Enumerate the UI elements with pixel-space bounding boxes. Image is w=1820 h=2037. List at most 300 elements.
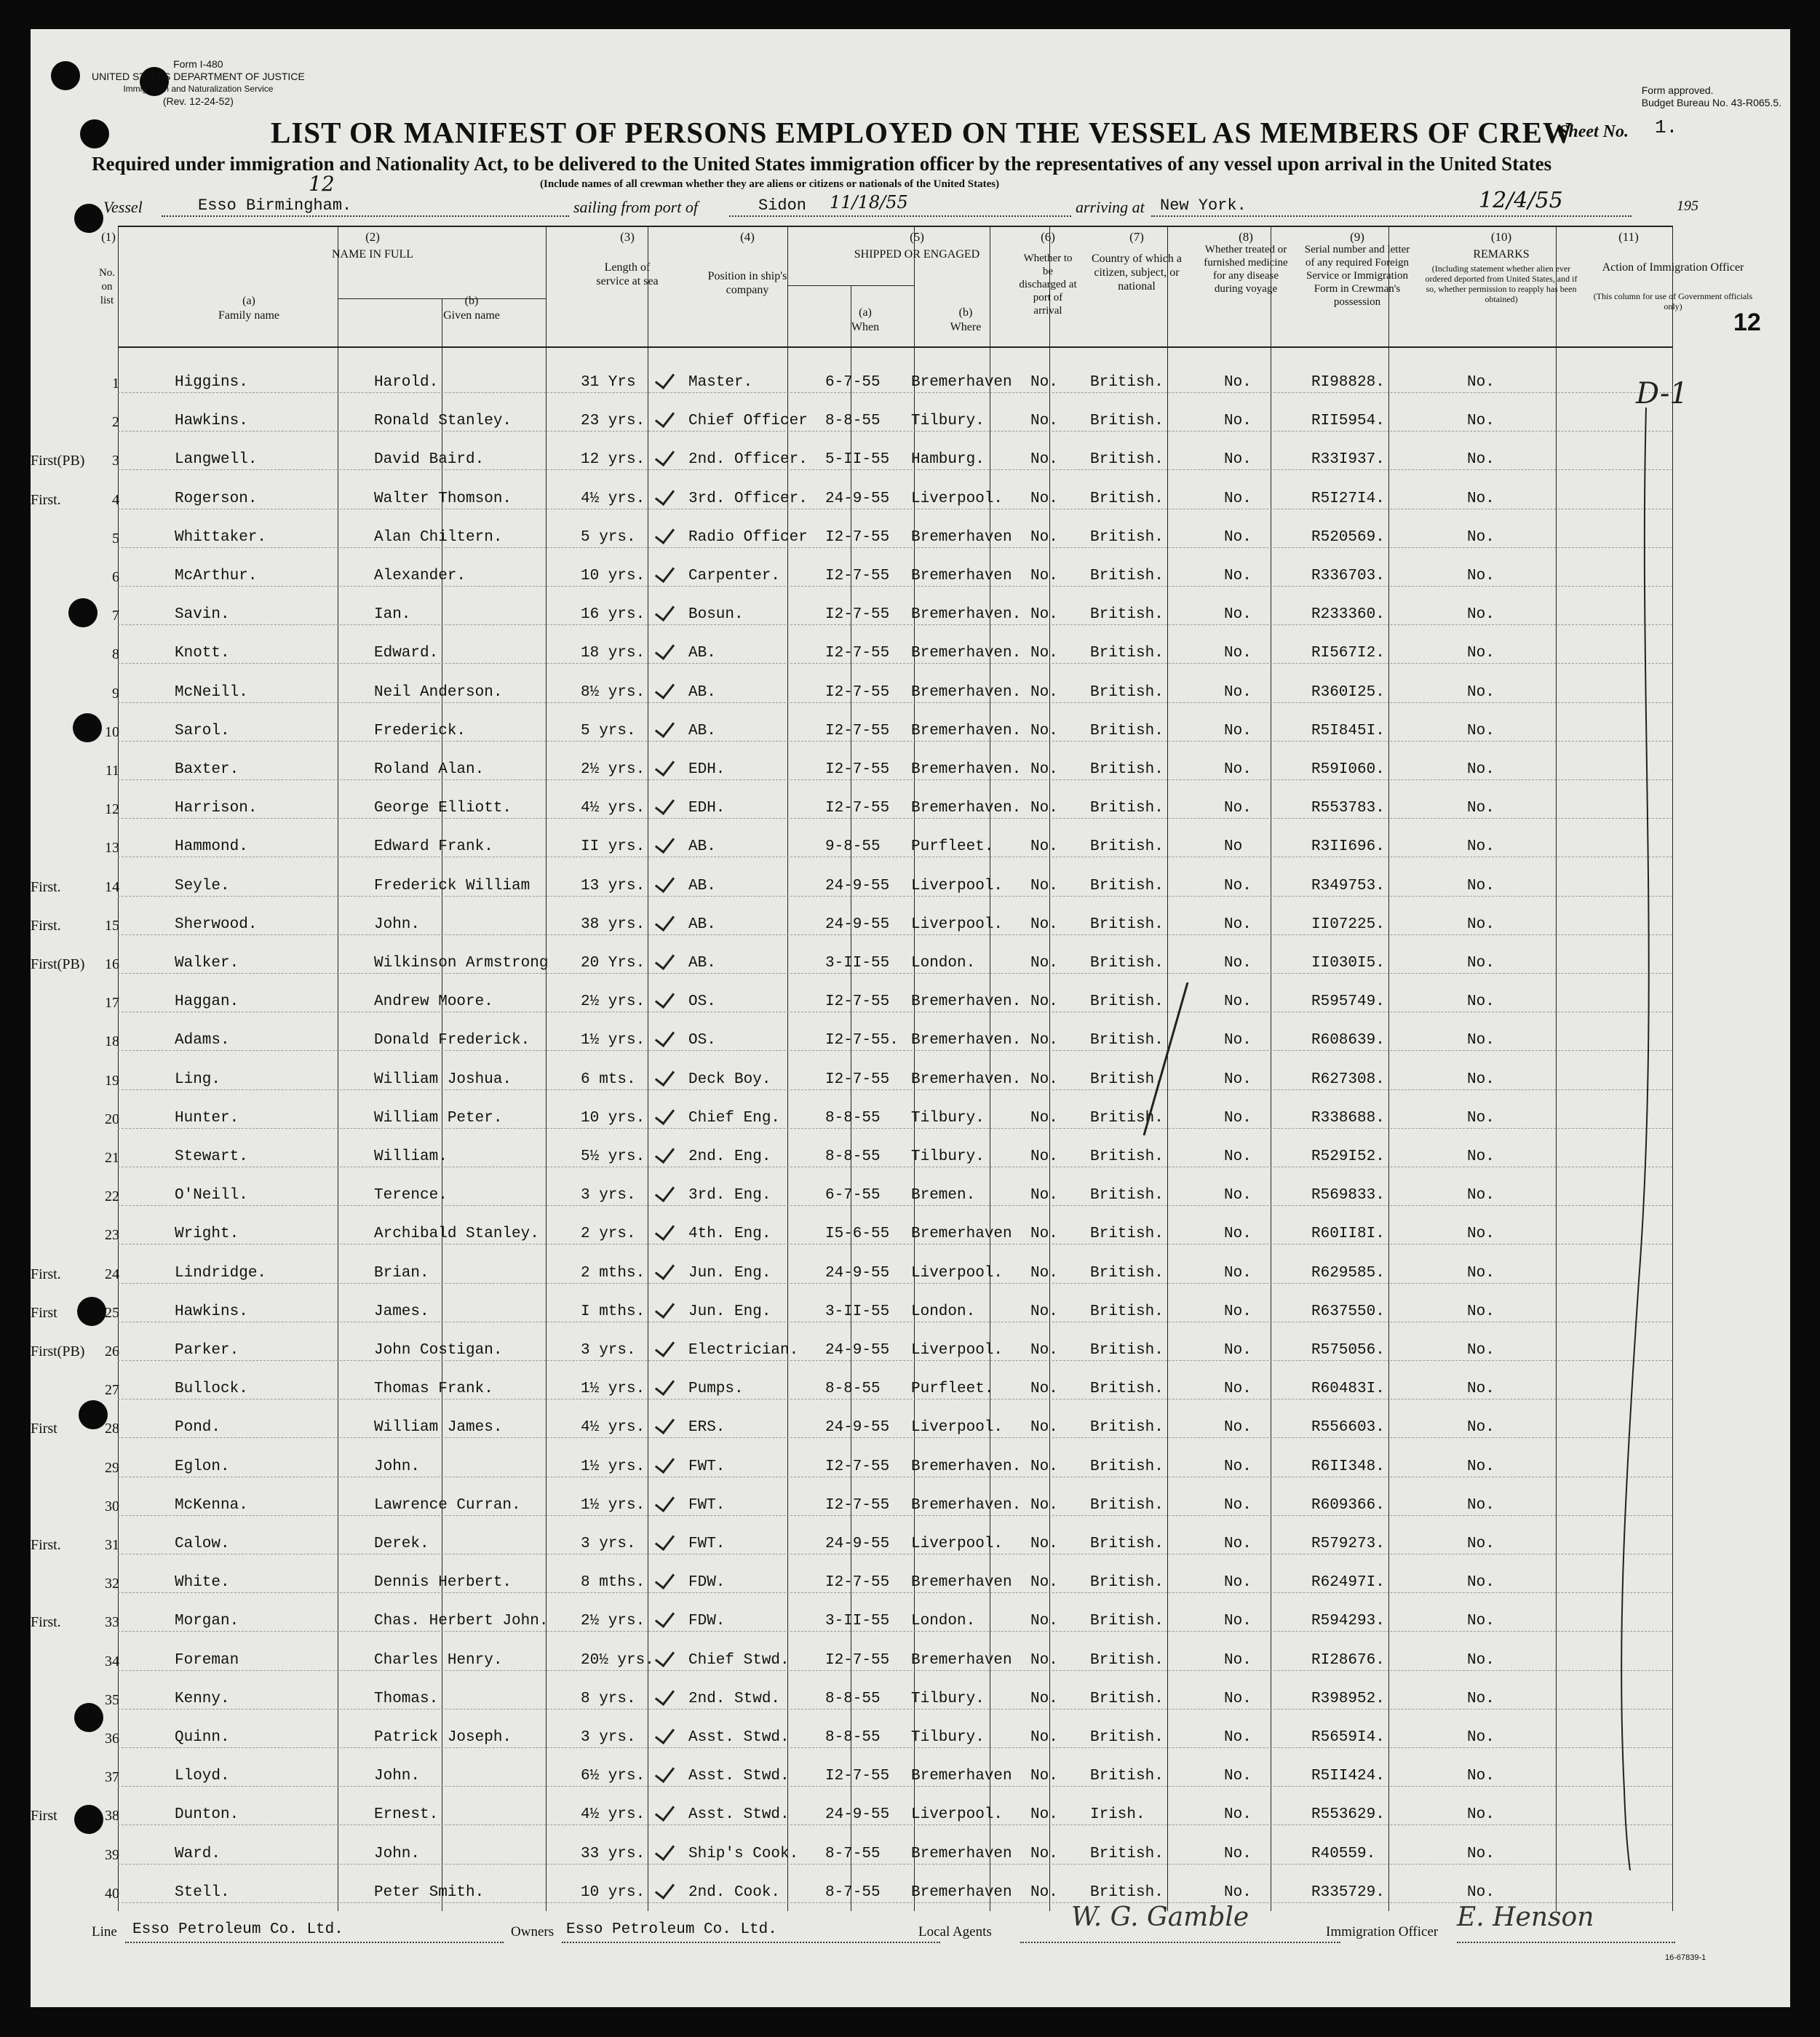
pen-slash	[1137, 982, 1195, 1143]
cell-when: 3-II-55	[825, 1613, 890, 1630]
row-number: 29	[105, 1459, 119, 1476]
officer-signature: E. Henson	[1457, 1902, 1594, 1932]
cell-when: 8-7-55	[825, 1845, 881, 1862]
officer-underline	[1457, 1942, 1675, 1943]
cell-fam: Hunter.	[175, 1109, 239, 1127]
margin-note: First.	[31, 491, 61, 508]
col9-number: (9)	[1350, 230, 1364, 244]
cell-where: Tilbury.	[911, 1729, 985, 1746]
punch-hole	[51, 61, 80, 90]
cell-rem: No.	[1467, 645, 1495, 662]
row-rule	[118, 817, 1672, 819]
cell-svc: 5½ yrs.	[581, 1148, 645, 1165]
cell-med: No.	[1224, 1845, 1252, 1862]
cell-ser: R520569.	[1311, 528, 1385, 546]
cell-ctry: British.	[1090, 955, 1164, 972]
row-rule	[118, 1476, 1672, 1477]
budget-bureau-no: Budget Bureau No. 43-R065.5.	[1641, 97, 1781, 108]
cell-when: I2-7-55	[825, 568, 890, 584]
cell-ser: R398952.	[1311, 1690, 1385, 1707]
cell-med: No.	[1224, 1806, 1252, 1824]
row-rule	[118, 779, 1672, 780]
cell-when: 24-9-55	[825, 916, 890, 933]
cell-when: I2-7-55	[825, 993, 890, 1011]
check-mark-icon	[655, 485, 675, 506]
cell-fam: Savin.	[175, 606, 230, 624]
cell-ser: R360I25.	[1311, 683, 1385, 701]
year-suffix: 195	[1677, 198, 1698, 214]
cell-pos: Pumps.	[688, 1381, 744, 1398]
cell-fam: Morgan.	[175, 1613, 239, 1630]
check-mark-icon	[655, 562, 675, 583]
cell-where: Liverpool.	[911, 1536, 1004, 1552]
cell-ctry: British.	[1090, 761, 1164, 778]
form-approved: Form approved.	[1641, 84, 1714, 96]
cell-giv: Neil Anderson.	[374, 683, 503, 701]
col11-header: Action of Immigration Officer	[1602, 261, 1744, 274]
cell-rem: No.	[1467, 528, 1495, 546]
cell-svc: 10 yrs.	[581, 1883, 645, 1901]
cell-giv: Wilkinson Armstrong	[374, 955, 549, 972]
cell-svc: 8 yrs.	[581, 1690, 636, 1707]
row-rule	[118, 1514, 1672, 1516]
cell-med: No.	[1224, 568, 1252, 584]
cell-med: No.	[1224, 722, 1252, 739]
cell-pos: Asst. Stwd.	[688, 1729, 790, 1746]
cell-svc: 4½ yrs.	[581, 800, 645, 817]
row-rule	[118, 1166, 1672, 1167]
cell-ctry: British.	[1090, 1574, 1164, 1592]
cell-where: Liverpool.	[911, 1806, 1004, 1824]
cell-dis: No.	[1030, 1574, 1058, 1592]
row-rule	[118, 934, 1672, 935]
cell-where: Bremen.	[911, 1187, 976, 1204]
cell-rem: No.	[1467, 374, 1495, 391]
cell-ser: RI28676.	[1311, 1651, 1385, 1669]
row-number: 5	[112, 530, 119, 547]
cell-ser: R608639.	[1311, 1032, 1385, 1049]
sheet-number: 1.	[1655, 116, 1678, 138]
cell-dis: No.	[1030, 683, 1058, 701]
cell-ctry: British.	[1090, 1768, 1164, 1785]
cell-fam: Knott.	[175, 645, 230, 662]
cell-svc: I mths.	[581, 1303, 645, 1320]
cell-ctry: British.	[1090, 606, 1164, 624]
cell-giv: John.	[374, 1768, 421, 1785]
row-rule	[118, 1747, 1672, 1748]
cell-pos: Bosun.	[688, 606, 744, 624]
cell-dis: No.	[1030, 413, 1058, 430]
cell-dis: No.	[1030, 1690, 1058, 1707]
check-mark-icon	[655, 1723, 675, 1744]
cell-dis: No.	[1030, 606, 1058, 624]
cell-rem: No.	[1467, 1303, 1495, 1320]
cell-svc: 2½ yrs.	[581, 1613, 645, 1630]
cell-pos: AB.	[688, 838, 716, 856]
cell-giv: Roland Alan.	[374, 761, 485, 778]
cell-pos: AB.	[688, 683, 716, 701]
cell-giv: John.	[374, 1845, 421, 1862]
officer-pen-stroke	[1595, 408, 1682, 1878]
cell-where: Bremerhaven	[911, 1226, 1012, 1243]
cell-svc: 10 yrs.	[581, 568, 645, 584]
cell-fam: Hawkins.	[175, 1303, 248, 1320]
vessel-name: Esso Birmingham.	[198, 196, 352, 215]
check-mark-icon	[655, 1181, 675, 1202]
cell-when: 24-9-55	[825, 490, 890, 507]
row-rule	[118, 1824, 1672, 1825]
col1-number: (1)	[101, 230, 116, 244]
row-rule	[118, 469, 1672, 470]
cell-fam: Eglon.	[175, 1458, 230, 1475]
cell-pos: Radio Officer	[688, 528, 808, 546]
arriving-port: New York.	[1160, 196, 1247, 215]
cell-ctry: British.	[1090, 1845, 1164, 1862]
row-number: 38	[105, 1808, 119, 1824]
cell-where: Purfleet.	[911, 838, 994, 856]
cell-fam: Stewart.	[175, 1148, 248, 1165]
arriving-underline	[1151, 215, 1632, 217]
cell-fam: Ling.	[175, 1071, 221, 1088]
cell-svc: 3 yrs.	[581, 1729, 636, 1746]
row-rule	[118, 1049, 1672, 1051]
row-number: 23	[105, 1227, 119, 1244]
check-mark-icon	[655, 1375, 675, 1396]
cell-dis: No.	[1030, 1729, 1058, 1746]
cell-when: 8-8-55	[825, 1729, 881, 1746]
row-rule	[118, 895, 1672, 897]
form-identifier	[92, 58, 305, 108]
cell-ser: R3II696.	[1311, 838, 1385, 856]
cell-where: Bremerhaven.	[911, 800, 1022, 817]
cell-fam: Higgins.	[175, 374, 248, 391]
row-number: 15	[105, 917, 119, 934]
cell-svc: 13 yrs.	[581, 877, 645, 894]
cell-where: Bremerhaven	[911, 528, 1012, 546]
cell-pos: Jun. Eng.	[688, 1264, 771, 1282]
cell-med: No.	[1224, 1303, 1252, 1320]
officer-label: Immigration Officer	[1326, 1924, 1439, 1939]
cell-pos: Jun. Eng.	[688, 1303, 771, 1320]
check-mark-icon	[655, 988, 675, 1009]
cell-dis: No.	[1030, 1264, 1058, 1282]
vessel-label: Vessel	[103, 198, 143, 216]
cell-ser: RI98828.	[1311, 374, 1385, 391]
check-mark-icon	[655, 1607, 675, 1628]
cell-where: Bremerhaven	[911, 1651, 1012, 1669]
cell-when: 6-7-55	[825, 374, 881, 391]
cell-svc: 6 mts.	[581, 1071, 636, 1088]
cell-giv: John Costigan.	[374, 1342, 503, 1359]
cell-where: Bremerhaven.	[911, 993, 1022, 1011]
col5a-letter: (a)	[859, 306, 872, 319]
cell-ctry: British.	[1090, 722, 1164, 739]
col3-number: (3)	[620, 230, 635, 244]
cell-med: No.	[1224, 1536, 1252, 1552]
check-mark-icon	[655, 1762, 675, 1783]
cell-ser: R60483I.	[1311, 1381, 1385, 1398]
cell-med: No.	[1224, 1381, 1252, 1398]
col6-header: Whether to be discharged at port of arrival	[1019, 253, 1077, 317]
cell-svc: 23 yrs.	[581, 413, 645, 430]
manifest-sheet	[31, 29, 1790, 2007]
cell-ser: R595749.	[1311, 993, 1385, 1011]
cell-ctry: British.	[1090, 451, 1164, 469]
cell-where: Liverpool.	[911, 1342, 1004, 1359]
cell-med: No.	[1224, 955, 1252, 972]
cell-pos: EDH.	[688, 800, 726, 817]
cell-fam: Quinn.	[175, 1729, 230, 1746]
margin-note: First.	[31, 1266, 61, 1282]
cell-pos: FWT.	[688, 1458, 726, 1475]
col6-number: (6)	[1041, 230, 1055, 244]
row-number: 10	[105, 723, 119, 740]
col9-header: Serial number and letter of any required Foreign Service or Immigration Form in Crewman's possession	[1304, 244, 1410, 308]
margin-note: First	[31, 1808, 57, 1824]
cell-where: Bremerhaven.	[911, 761, 1022, 778]
col8-number: (8)	[1239, 230, 1253, 244]
cell-med: No.	[1224, 1574, 1252, 1592]
col5-header: SHIPPED OR ENGAGED	[854, 248, 980, 261]
cell-giv: Edward Frank.	[374, 838, 493, 856]
cell-where: Bremerhaven.	[911, 1071, 1022, 1088]
cell-med: No.	[1224, 1613, 1252, 1630]
row-number: 24	[105, 1266, 119, 1282]
cell-rem: No.	[1467, 800, 1495, 817]
cell-rem: No.	[1467, 1883, 1495, 1901]
cell-ser: R60II8I.	[1311, 1226, 1385, 1243]
cell-ser: R233360.	[1311, 606, 1385, 624]
cell-where: Liverpool.	[911, 877, 1004, 894]
cell-ser: R6II348.	[1311, 1458, 1385, 1475]
cell-ctry: British.	[1090, 916, 1164, 933]
cell-where: Tilbury.	[911, 1109, 985, 1127]
cell-med: No.	[1224, 1883, 1252, 1901]
cell-dis: No.	[1030, 838, 1058, 856]
row-rule	[118, 1282, 1672, 1284]
row-rule	[118, 392, 1672, 393]
cell-fam: Sherwood.	[175, 916, 258, 933]
cell-where: Bremerhaven.	[911, 1496, 1022, 1514]
cell-ctry: British.	[1090, 1148, 1164, 1165]
cell-pos: Asst. Stwd.	[688, 1768, 790, 1785]
row-rule	[118, 1863, 1672, 1865]
cell-giv: John.	[374, 916, 421, 933]
line-value: Esso Petroleum Co. Ltd.	[132, 1921, 343, 1938]
cell-fam: McArthur.	[175, 568, 258, 584]
cell-dis: No.	[1030, 722, 1058, 739]
col2-header: NAME IN FULL	[332, 248, 413, 261]
cell-ser: R62497I.	[1311, 1574, 1385, 1592]
check-mark-icon	[655, 755, 675, 777]
row-number: 17	[105, 995, 119, 1012]
cell-giv: Brian.	[374, 1264, 429, 1282]
cell-rem: No.	[1467, 761, 1495, 778]
col7-header: Country of which a citizen, subject, or national	[1092, 253, 1182, 293]
check-mark-icon	[655, 1026, 675, 1047]
cell-svc: 3 yrs.	[581, 1536, 636, 1552]
row-number: 18	[105, 1033, 119, 1050]
cell-pos: Chief Officer	[688, 413, 808, 430]
row-number: 9	[112, 685, 119, 702]
cell-when: I2-7-55	[825, 761, 890, 778]
cell-pos: ERS.	[688, 1419, 726, 1437]
row-number: 8	[112, 646, 119, 663]
cell-where: Tilbury.	[911, 413, 985, 430]
row-number: 14	[105, 878, 119, 895]
cell-pos: AB.	[688, 916, 716, 933]
cell-giv: Harold.	[374, 374, 439, 391]
cell-rem: No.	[1467, 606, 1495, 624]
service-name: Immigration and Naturalization Service	[123, 84, 274, 94]
cell-ser: R627308.	[1311, 1071, 1385, 1088]
cell-pos: Master.	[688, 374, 753, 391]
cell-ser: R553629.	[1311, 1806, 1385, 1824]
row-rule	[118, 1553, 1672, 1554]
cell-dis: No.	[1030, 955, 1058, 972]
cell-fam: Seyle.	[175, 877, 230, 894]
cell-pos: 3rd. Officer.	[688, 490, 808, 507]
sailing-port: Sidon	[758, 196, 807, 215]
check-mark-icon	[655, 833, 675, 854]
cell-giv: Dennis Herbert.	[374, 1574, 512, 1592]
cell-where: Liverpool.	[911, 916, 1004, 933]
cell-rem: No.	[1467, 1729, 1495, 1746]
cell-fam: Haggan.	[175, 993, 239, 1011]
row-rule	[118, 740, 1672, 742]
margin-note: First.	[31, 917, 61, 934]
cell-where: Bremerhaven	[911, 1883, 1012, 1901]
cell-svc: 33 yrs.	[581, 1845, 645, 1862]
cell-ser: R335729.	[1311, 1883, 1385, 1901]
cell-where: Bremerhaven	[911, 374, 1012, 391]
cell-svc: 12 yrs.	[581, 451, 645, 469]
cell-rem: No.	[1467, 1768, 1495, 1785]
cell-dis: No.	[1030, 1536, 1058, 1552]
row-number: 1	[112, 376, 119, 392]
vessel-handwritten-mark: 12	[309, 172, 335, 196]
cell-giv: Walter Thomson.	[374, 490, 512, 507]
sailing-date: 11/18/55	[830, 192, 908, 213]
cell-rem: No.	[1467, 568, 1495, 584]
row-number: 30	[105, 1498, 119, 1514]
row-rule	[118, 508, 1672, 509]
cell-pos: 2nd. Stwd.	[688, 1690, 781, 1707]
cell-pos: Carpenter.	[688, 568, 781, 584]
cell-med: No.	[1224, 1264, 1252, 1282]
column-rule	[1388, 226, 1389, 1911]
row-number: 37	[105, 1769, 119, 1786]
cell-fam: Pond.	[175, 1419, 221, 1437]
check-mark-icon	[655, 639, 675, 660]
cell-pos: OS.	[688, 1032, 716, 1049]
cell-svc: 38 yrs.	[581, 916, 645, 933]
row-number: 16	[105, 956, 119, 972]
line-underline	[125, 1942, 504, 1943]
check-mark-icon	[655, 1104, 675, 1125]
sailing-underline	[729, 215, 1071, 217]
cell-dis: No.	[1030, 1342, 1058, 1359]
cell-giv: William.	[374, 1148, 448, 1165]
cell-when: 8-8-55	[825, 1148, 881, 1165]
row-number: 12	[105, 801, 119, 818]
cell-med: No.	[1224, 1109, 1252, 1127]
row-number: 25	[105, 1304, 119, 1321]
cell-svc: II yrs.	[581, 838, 645, 856]
row-number: 35	[105, 1691, 119, 1708]
cell-ser: RI567I2.	[1311, 645, 1385, 662]
cell-giv: Frederick.	[374, 722, 466, 739]
cell-med: No.	[1224, 413, 1252, 430]
cell-where: London.	[911, 955, 976, 972]
cell-fam: Lindridge.	[175, 1264, 267, 1282]
cell-pos: OS.	[688, 993, 716, 1011]
cell-pos: 2nd. Eng.	[688, 1148, 771, 1165]
cell-ser: R609366.	[1311, 1496, 1385, 1514]
row-number: 39	[105, 1846, 119, 1863]
cell-ctry: British.	[1090, 1651, 1164, 1669]
row-rule	[118, 702, 1672, 703]
cell-giv: John.	[374, 1458, 421, 1475]
cell-giv: William James.	[374, 1419, 503, 1437]
cell-ctry: British.	[1090, 1342, 1164, 1359]
cell-ctry: British.	[1090, 1303, 1164, 1320]
cell-giv: Alan Chiltern.	[374, 528, 503, 546]
col3-header: Length of service at sea	[596, 261, 659, 287]
col2b-header: Given name	[443, 309, 500, 322]
cell-ser: R5I27I4.	[1311, 490, 1385, 507]
cell-giv: Donald Frederick.	[374, 1032, 530, 1049]
cell-ser: R594293.	[1311, 1613, 1385, 1630]
cell-when: 24-9-55	[825, 1419, 890, 1437]
cell-ctry: British.	[1090, 1109, 1164, 1127]
check-mark-icon	[655, 1568, 675, 1589]
col7-number: (7)	[1129, 230, 1144, 244]
cell-ctry: British.	[1090, 413, 1164, 430]
row-rule	[118, 1398, 1672, 1399]
col2a-header: Family name	[218, 309, 279, 322]
cell-med: No.	[1224, 451, 1252, 469]
col2a-letter: (a)	[242, 295, 255, 307]
cell-dis: No.	[1030, 1381, 1058, 1398]
arriving-label: arriving at	[1076, 198, 1145, 216]
row-rule	[118, 1359, 1672, 1361]
cell-fam: Whittaker.	[175, 528, 267, 546]
check-mark-icon	[655, 368, 675, 389]
cell-rem: No.	[1467, 1264, 1495, 1282]
cell-fam: Ward.	[175, 1845, 221, 1862]
cell-svc: 4½ yrs.	[581, 1419, 645, 1437]
cell-rem: No.	[1467, 993, 1495, 1011]
col11-number: (11)	[1618, 230, 1639, 244]
cell-dis: No.	[1030, 1419, 1058, 1437]
cell-rem: No.	[1467, 490, 1495, 507]
arrival-date: 12/4/55	[1479, 188, 1563, 213]
cell-pos: Electrician.	[688, 1342, 799, 1359]
check-mark-icon	[655, 678, 675, 699]
margin-note: First(PB)	[31, 453, 85, 469]
cell-giv: Andrew Moore.	[374, 993, 493, 1011]
check-mark-icon	[655, 600, 675, 622]
cell-ctry: British.	[1090, 1419, 1164, 1437]
cell-ser: R5659I4.	[1311, 1729, 1385, 1746]
sheet-label: Sheet No.	[1559, 122, 1629, 141]
cell-dis: No.	[1030, 528, 1058, 546]
cell-rem: No.	[1467, 1187, 1495, 1204]
cell-when: 24-9-55	[825, 1806, 890, 1824]
cell-med: No.	[1224, 606, 1252, 624]
cell-where: Tilbury.	[911, 1690, 985, 1707]
